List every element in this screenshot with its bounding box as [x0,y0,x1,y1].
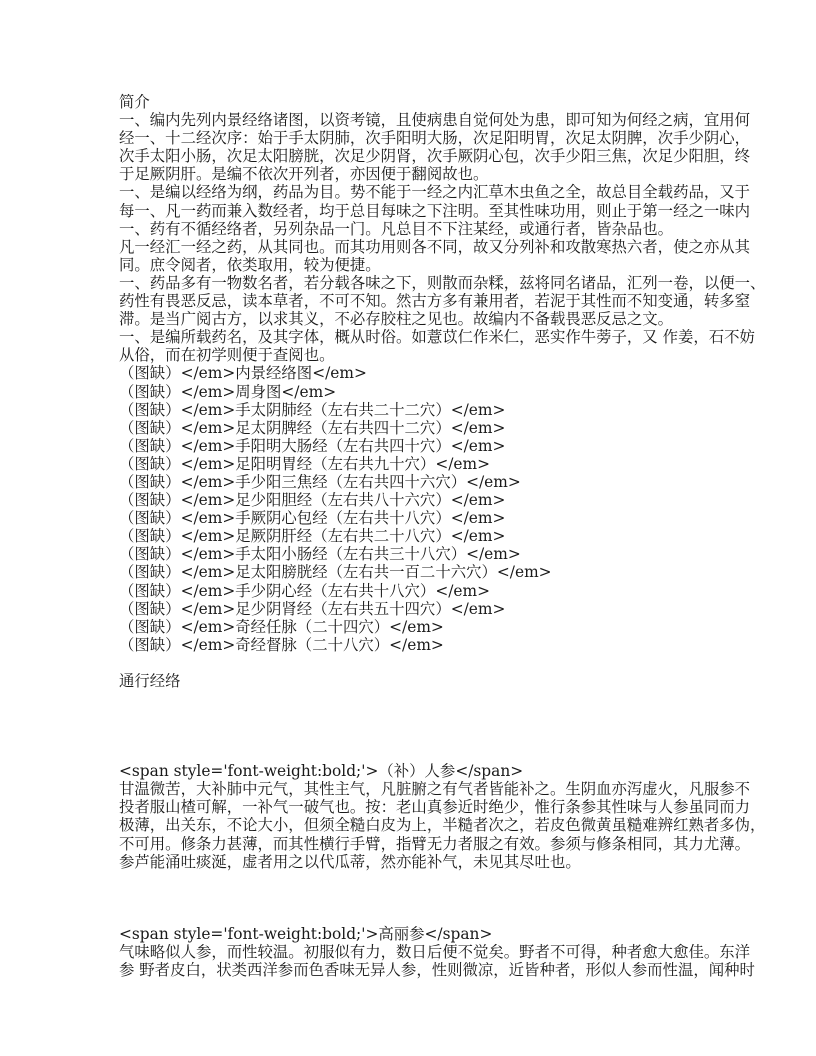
intro-paragraph-5 [119,328,755,365]
figure-placeholder: （图缺）</em>足少阳胆经（左右共八十六穴）</em> [119,491,506,510]
text-line: 不可用。修条力甚薄，而其性横行手臂，指臂无力者服之有效。参须与修条相同，其力尤薄。 [119,834,751,853]
intro-paragraph-2 [119,183,751,238]
text-line: 同。庶令阅者，依类取用，较为便捷。 [119,255,381,274]
intro-paragraph-3 [119,237,751,274]
figure-placeholder: （图缺）</em>手少阴心经（左右共十八穴）</em> [119,581,490,600]
text-line: 次手太阳小肠，次足太阳膀胱，次足少阴肾，次手厥阴心包，次手少阳三焦，次足少阳胆，终 [119,147,751,166]
document-page [119,93,766,980]
figure-placeholder: （图缺）</em>内景经络图</em> [119,364,367,383]
figure-placeholder: （图缺）</em>奇经任脉（二十四穴）</em> [119,617,444,636]
intro-title: 简介 [119,93,150,111]
figure-placeholder: （图缺）</em>足阳明胃经（左右共九十穴）</em> [119,454,490,473]
text-line: 一、药品多有一物数名者，若分载各味之下，则散而杂糅，兹将同名诸品，汇列一卷，以便一、 [119,273,766,292]
entry-heading-renshen: <span style='font-weight:bold;'>（补）人参</span> [119,762,524,781]
figure-placeholder: （图缺）</em>足太阳膀胱经（左右共一百二十六穴）</em> [119,563,552,582]
figure-placeholder: （图缺）</em>足厥阴肝经（左右共二十八穴）</em> [119,527,506,546]
text-line: 一、是编所载药名，及其字体，概从时俗。如薏苡仁作米仁，恶实作牛蒡子，又 作姜，石不妨 [119,328,755,347]
figure-list [119,364,700,654]
text-line: 一、药有不循经络者，另列杂品一门。凡总目不下注某经，或通行者，皆杂品也。 [119,219,674,238]
figure-placeholder: （图缺）</em>奇经督脉（二十八穴）</em> [119,635,444,654]
section-title: 通行经络 [119,672,181,690]
text-line: 一、是编以经络为纲，药品为目。势不能于一经之内汇草木虫鱼之全，故总目全载药品，又于 [119,183,751,202]
text-line: 投者服山楂可解，一补气一破气也。按：老山真参近时绝少，惟行条参其性味与人参虽同而力 [119,798,751,817]
figure-placeholder: （图缺）</em>手阳明大肠经（左右共四十穴）</em> [119,436,506,455]
spacer [119,654,700,672]
spacer [119,744,700,762]
figure-placeholder: （图缺）</em>手太阳小肠经（左右共三十八穴）</em> [119,545,521,564]
figure-placeholder: （图缺）</em>周身图</em> [119,382,337,401]
figure-placeholder: （图缺）</em>足太阴脾经（左右共四十二穴）</em> [119,418,506,437]
text-line: 药性有畏恶反忌，读本草者，不可不知。然古方多有兼用者，若泥于其性而不知变通，转多窒 [119,292,751,311]
entry-heading-gaolishen: <span style='font-weight:bold;'>高丽参</span> [119,924,493,943]
spacer [119,907,700,925]
text-line: 凡一经汇一经之药，从其同也。而其功用则各不同，故又分列补和攻散寒热六者，使之亦从其 [119,237,751,256]
intro-paragraph-4 [119,273,766,329]
text-line: 甘温微苦，大补肺中元气，其性主气，凡脏腑之有气者皆能补之。生阴血亦泻虚火，凡服参不 [119,780,751,799]
entry-body-gaolishen [119,942,755,980]
text-line: 从俗，而在初学则便于查阅也。 [119,346,335,365]
text-line: 于足厥阴肝。是编不依次开列者，亦因便于翻阅故也。 [119,165,489,184]
text-line: 每一、凡一药而兼入数经者，均于总目每味之下注明。至其性味功用，则止于第一经之一味内 [119,201,751,220]
intro-paragraph-1 [119,111,751,184]
text-line: 滞。是当广阅古方，以求其义，不必存胶柱之见也。故编内不备载畏恶反忌之文。 [119,310,674,329]
spacer [119,690,700,744]
figure-placeholder: （图缺）</em>手厥阴心包经（左右共十八穴）</em> [119,509,506,528]
entry-body-renshen [119,780,766,871]
text-line: 一、编内先列内景经络诸图，以资考镜，且使病患自觉何处为患，即可知为何经之病，宜用何 [119,111,751,130]
text-line: 经一、十二经次序：始于手太阴肺，次手阳明大肠，次足阳明胃，次足太阴脾，次手少阴心， [119,129,751,148]
text-line: 参 野者皮白，状类西洋参而色香味无异人参，性则微凉，近皆种者，形似人参而性温，闻种时 [119,961,755,980]
figure-placeholder: （图缺）</em>足少阴肾经（左右共五十四穴）</em> [119,599,506,618]
text-line: 气味略似人参，而性较温。初服似有力，数日后便不觉矣。野者不可得，种者愈大愈佳。东洋 [119,942,751,961]
figure-placeholder: （图缺）</em>手少阳三焦经（左右共四十六穴）</em> [119,472,521,491]
figure-placeholder: （图缺）</em>手太阴肺经（左右共二十二穴）</em> [119,400,506,419]
spacer [119,871,700,907]
text-line: 极薄，出关东，不论大小，但须全糙白皮为上，半糙者次之，若皮色微黄虽糙难辨红熟者多伪， [119,816,766,835]
text-line: 参芦能涌吐痰涎，虚者用之以代瓜蒂，然亦能补气，未见其尽吐也。 [119,852,581,871]
